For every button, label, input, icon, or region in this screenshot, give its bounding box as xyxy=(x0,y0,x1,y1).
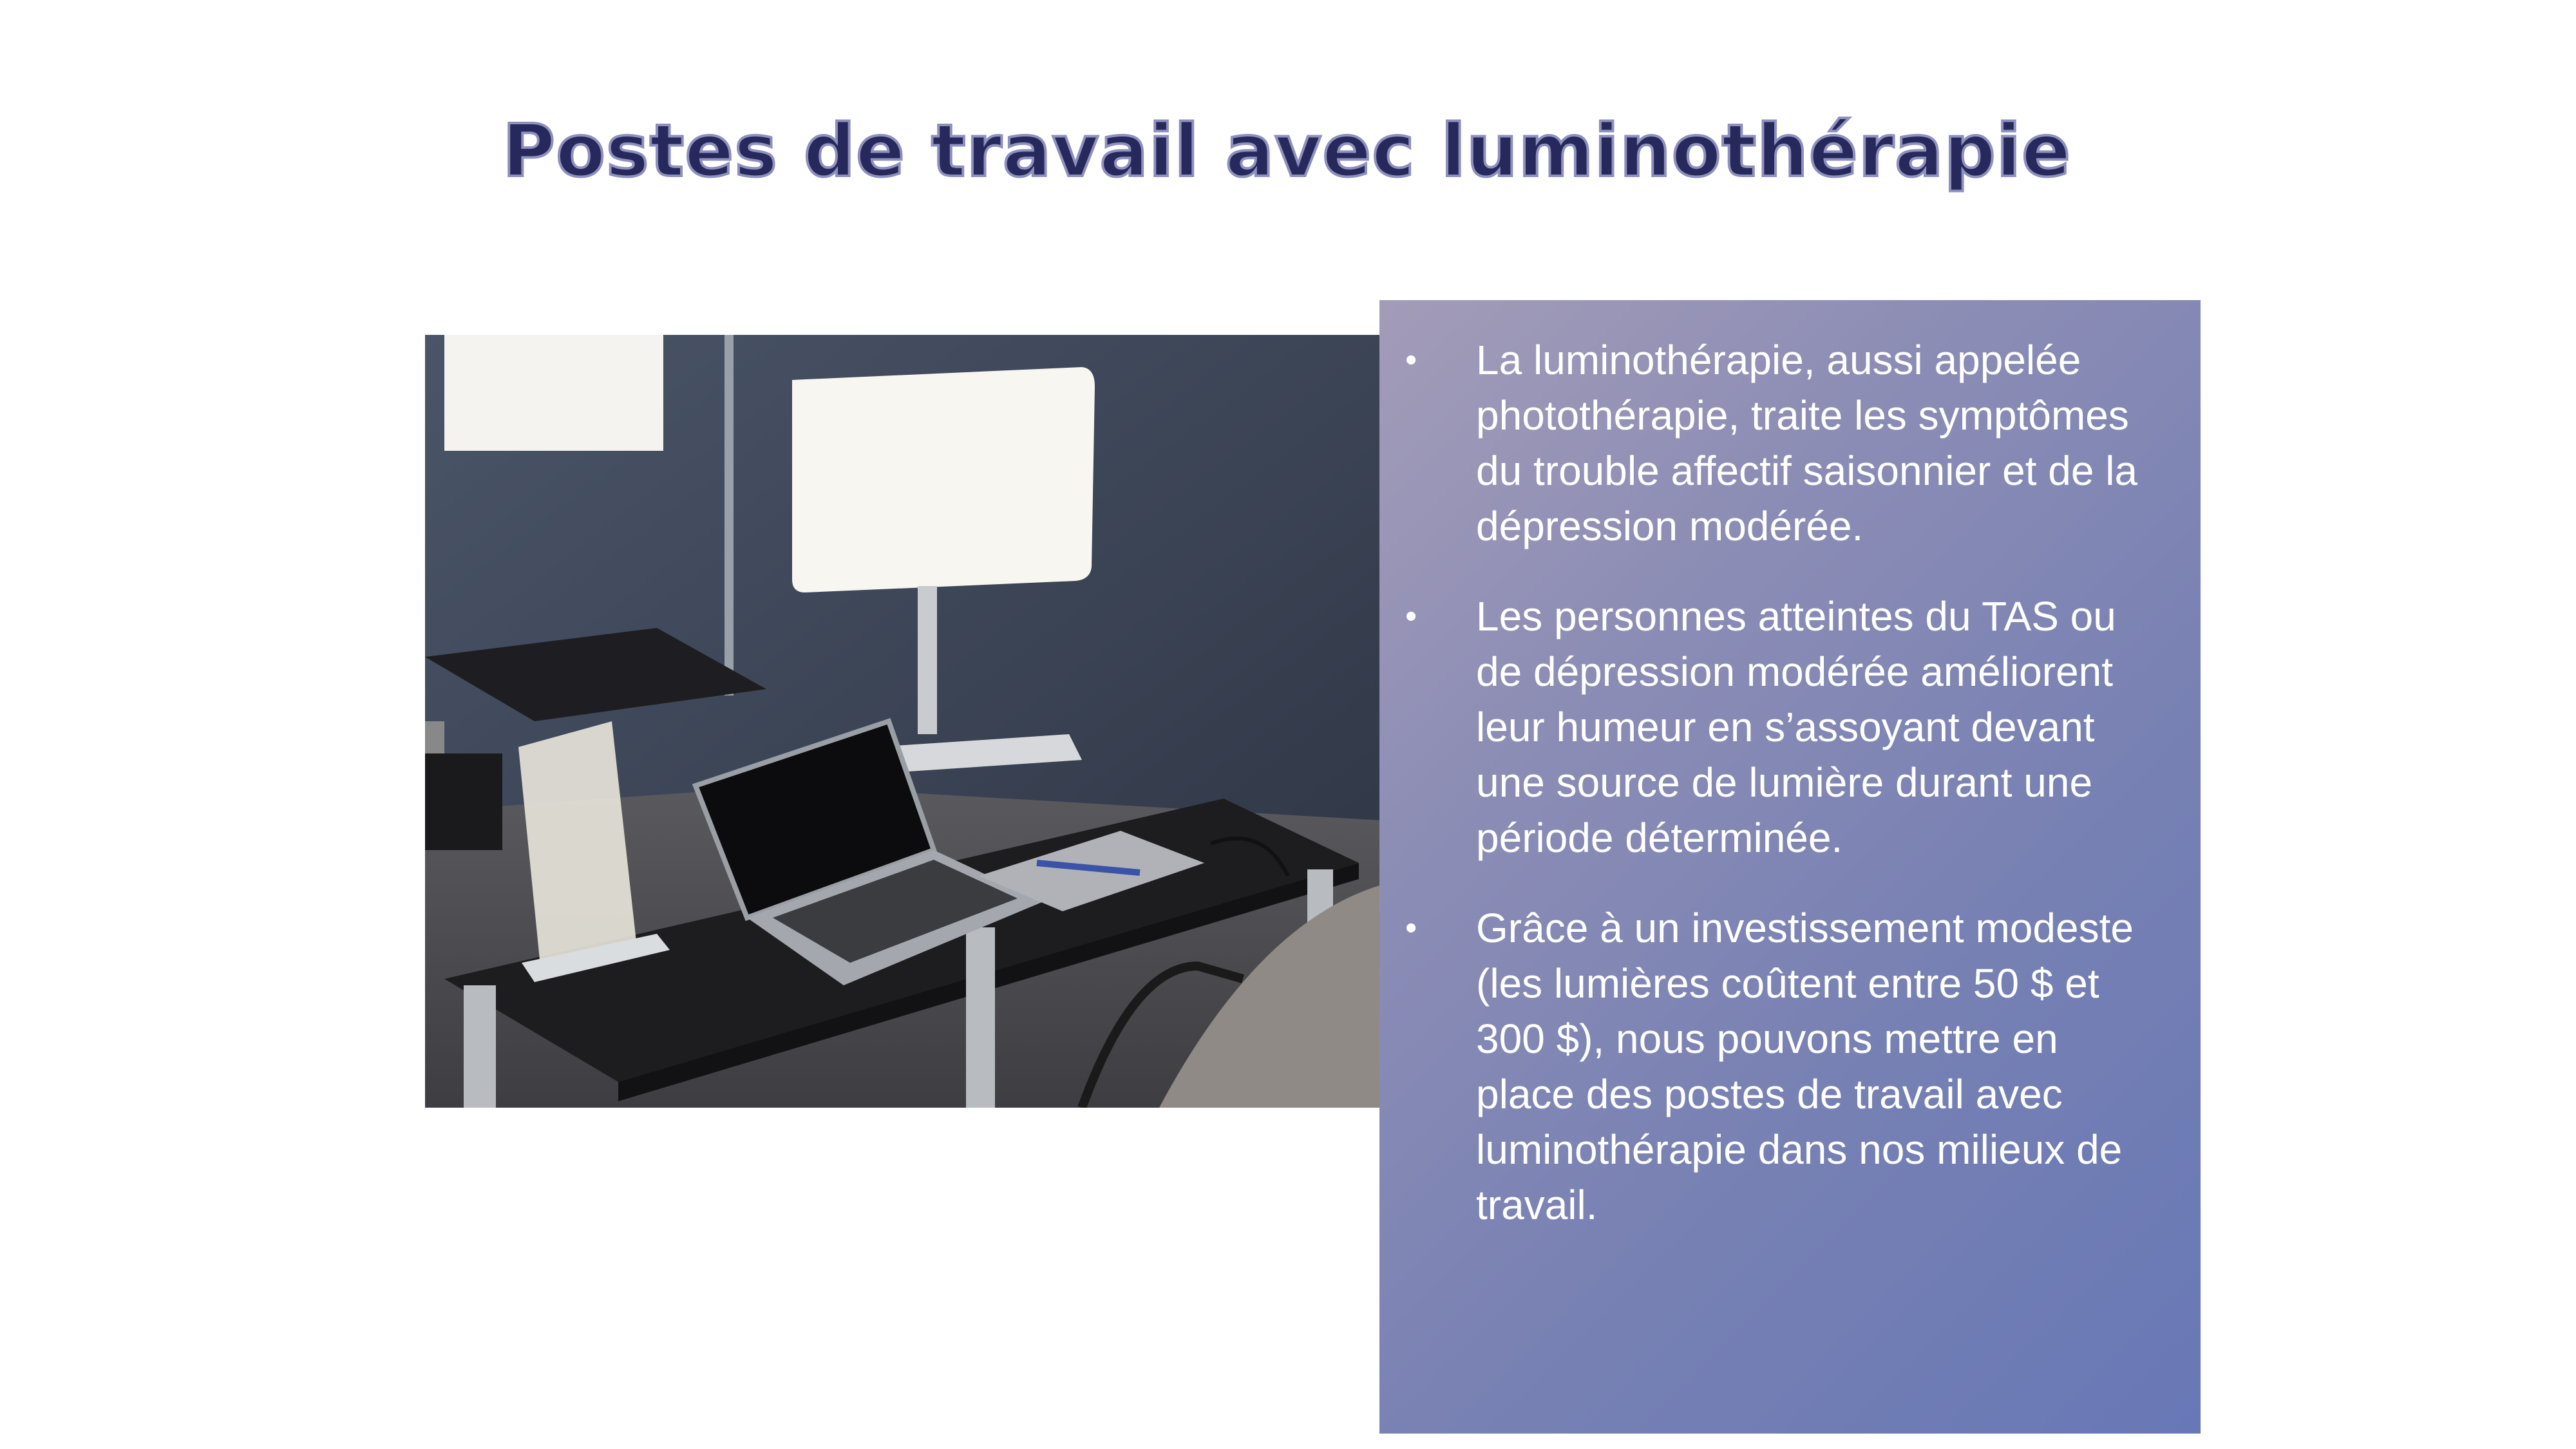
bullet-marker: • xyxy=(1405,341,1417,379)
bullet-text: Les personnes atteintes du TAS ou de dépression modérée améliorent leur humeur en s’assoyant devant une source de lumière durant une période déterminée. xyxy=(1476,593,2116,861)
bullet-text: La luminothérapie, aussi appelée photothérapie, traite les symptômes du trouble affectif saisonnier et de la dépression modérée. xyxy=(1476,337,2138,549)
bullet-list xyxy=(1405,332,2155,1233)
bullet-item xyxy=(1405,900,2155,1233)
bullet-item xyxy=(1405,332,2155,554)
bullet-marker: • xyxy=(1405,598,1417,635)
bullet-item xyxy=(1405,589,2155,866)
workstation-photo xyxy=(425,335,1449,1108)
description-panel xyxy=(1379,300,2201,1434)
slide-title: Postes de travail avec luminothérapie xyxy=(502,109,2072,193)
bullet-text: Grâce à un investissement modeste (les lumières coûtent entre 50 $ et 300 $), nous pouvons mettre en place des postes de travail avec luminothérapie dans nos milieux de travail. xyxy=(1476,905,2134,1228)
bullet-marker: • xyxy=(1405,909,1417,947)
